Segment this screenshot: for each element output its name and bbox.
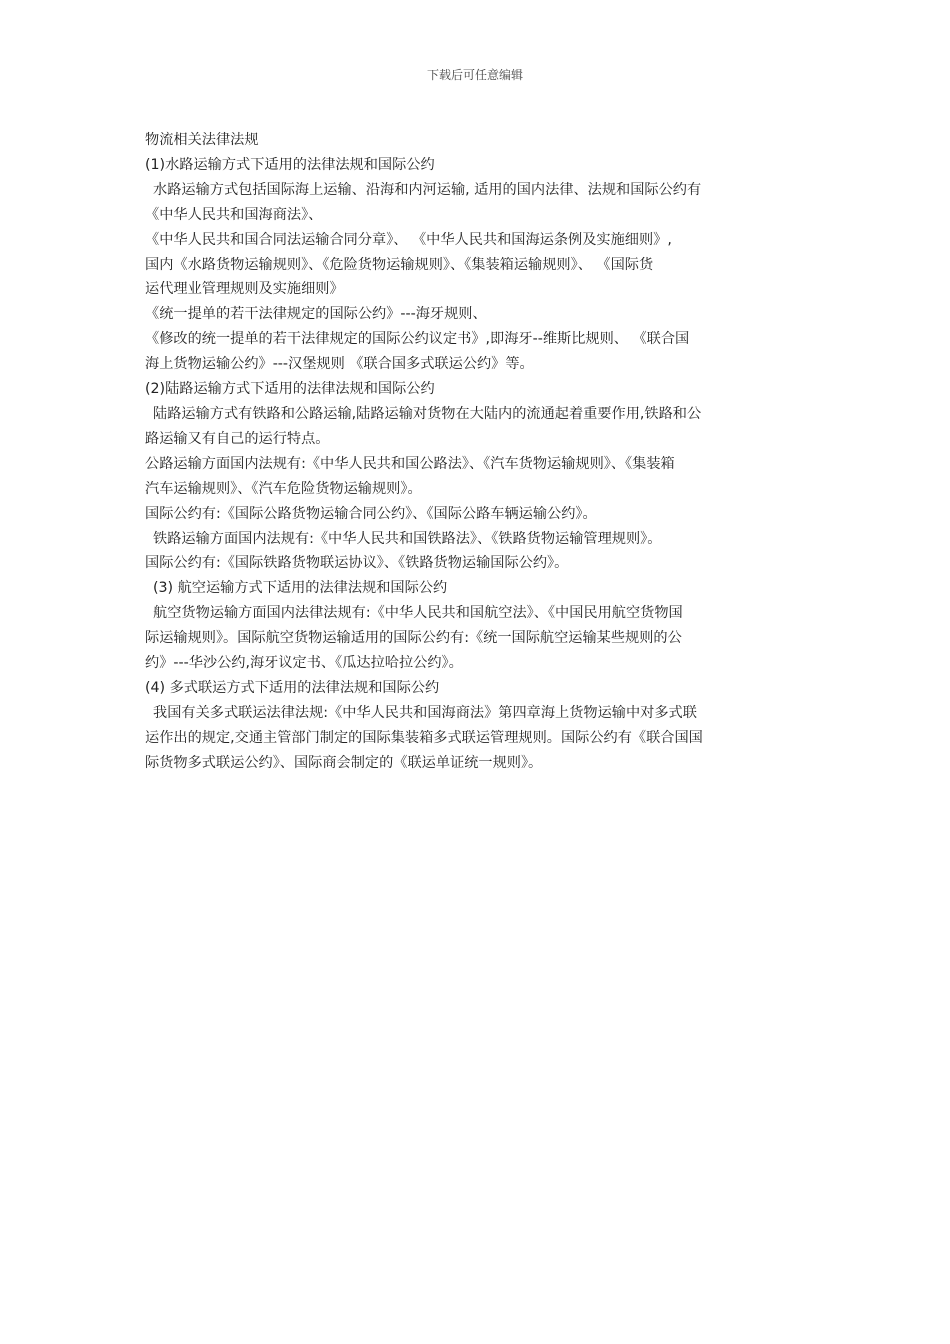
paragraph-line: 国际公约有:《国际公路货物运输合同公约》、《国际公路车辆运输公约》。 [145, 505, 597, 522]
section-heading-land: (2)陆路运输方式下适用的法律法规和国际公约 [145, 381, 435, 398]
paragraph-line: 陆路运输方式有铁路和公路运输,陆路运输对货物在大陆内的流通起着重要作用,铁路和公 [153, 405, 702, 422]
paragraph-line: 铁路运输方面国内法规有:《中华人民共和国铁路法》、《铁路货物运输管理规则》。 [153, 530, 662, 547]
page-header: 下载后可任意编辑 [426, 68, 523, 82]
paragraph-line: 公路运输方面国内法规有:《中华人民共和国公路法》、《汽车货物运输规则》、《集装箱 [145, 455, 675, 472]
paragraph-line: 《中华人民共和国海商法》、 [145, 206, 323, 223]
paragraph-line: 《修改的统一提单的若干法律规定的国际公约议定书》,即海牙--维斯比规则、 《联合国 [145, 331, 690, 348]
document-title: 物流相关法律法规 [145, 132, 259, 148]
paragraph-line: 《中华人民共和国合同法运输合同分章》、 《中华人民共和国海运条例及实施细则》, [145, 231, 672, 248]
paragraph-line: 运代理业管理规则及实施细则》 [145, 281, 344, 298]
paragraph-line: 水路运输方式包括国际海上运输、沿海和内河运输, 适用的国内法律、法规和国际公约有 [153, 181, 702, 198]
paragraph-line: 国际公约有:《国际铁路货物联运协议》、《铁路货物运输国际公约》。 [145, 555, 569, 572]
paragraph-line: 约》---华沙公约,海牙议定书、《瓜达拉哈拉公约》。 [145, 655, 463, 672]
document-body [145, 128, 810, 776]
paragraph-line: 我国有关多式联运法律法规:《中华人民共和国海商法》第四章海上货物运输中对多式联 [153, 704, 697, 721]
paragraph-line: 航空货物运输方面国内法律法规有:《中华人民共和国航空法》、《中国民用航空货物国 [153, 605, 683, 622]
paragraph-line: 汽车运输规则》、《汽车危险货物运输规则》。 [145, 480, 422, 497]
paragraph-line: 运作出的规定,交通主管部门制定的国际集装箱多式联运管理规则。国际公约有《联合国国 [145, 729, 703, 746]
paragraph-line: 际运输规则》。国际航空货物运输适用的国际公约有:《统一国际航空运输某些规则的公 [145, 630, 682, 647]
section-heading-multimodal: (4) 多式联运方式下适用的法律法规和国际公约 [145, 679, 440, 696]
section-heading-water: (1)水路运输方式下适用的法律法规和国际公约 [145, 156, 435, 173]
paragraph-line: 《统一提单的若干法律规定的国际公约》---海牙规则、 [145, 306, 487, 323]
paragraph-line: 路运输又有自己的运行特点。 [145, 430, 330, 447]
paragraph-line: 际货物多式联运公约》、国际商会制定的《联运单证统一规则》。 [145, 754, 543, 771]
paragraph-line: 海上货物运输公约》---汉堡规则 《联合国多式联运公约》等。 [145, 356, 534, 373]
section-heading-air: (3) 航空运输方式下适用的法律法规和国际公约 [153, 580, 448, 597]
paragraph-line: 国内《水路货物运输规则》、《危险货物运输规则》、《集装箱运输规则》、 《国际货 [145, 256, 654, 273]
